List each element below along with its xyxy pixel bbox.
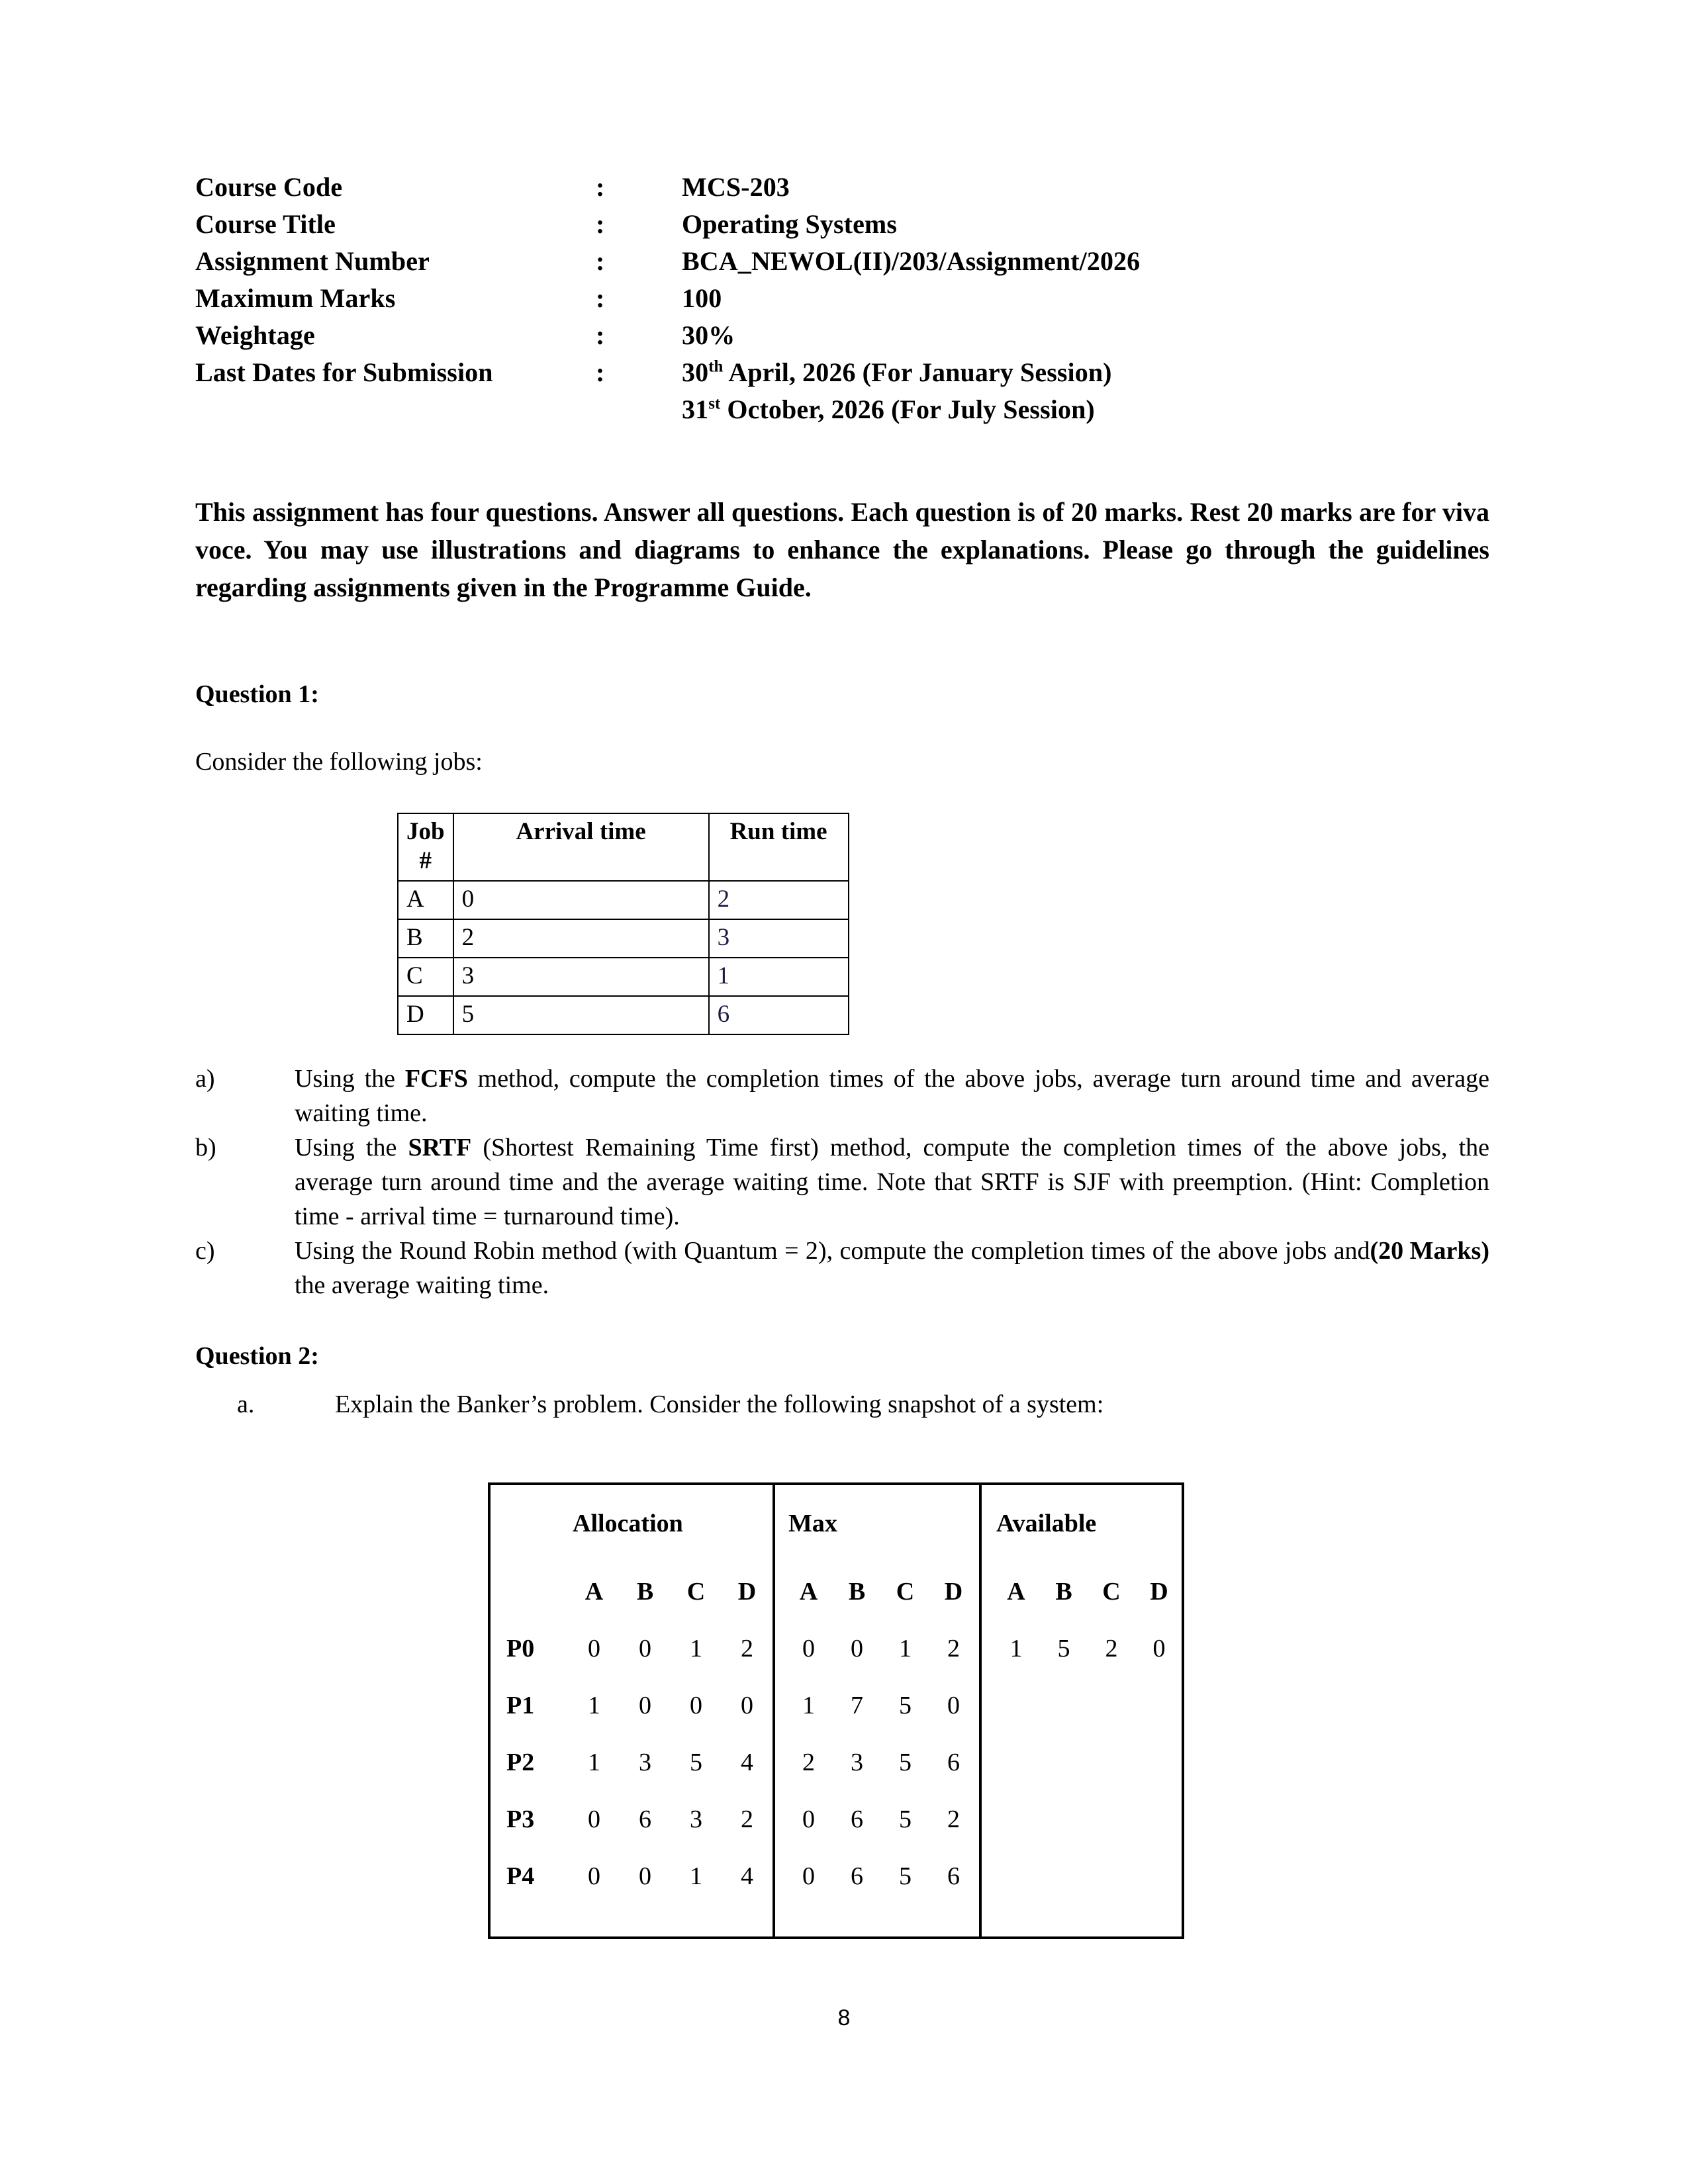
question-1-heading: Question 1: [195, 680, 319, 708]
available-cell: 0 [1152, 1635, 1166, 1662]
meta-value: 30% [682, 320, 735, 350]
page-number: 8 [837, 2005, 851, 2030]
table-header-row [398, 813, 849, 881]
meta-label: Maximum Marks [195, 283, 396, 313]
text-emphasis-fcfs: FCFS [404, 1065, 468, 1093]
alloc-cell: 1 [690, 1862, 702, 1890]
alloc-cell: 4 [741, 1749, 753, 1776]
list-marker-b: b) [195, 1134, 216, 1161]
process-label: P3 [506, 1805, 535, 1833]
resource-header-c: C [1102, 1578, 1121, 1606]
meta-colon: : [596, 246, 605, 276]
bankers-section-allocation [491, 1485, 775, 1936]
column-header-arrival-time: Arrival time [453, 813, 709, 881]
meta-row-weightage [195, 317, 1493, 354]
text-pre: Using the Round Robin method (with Quantum = 2), compute the completion times of the above jobs and the average waiting time. [295, 1237, 1370, 1299]
alloc-cell: 0 [741, 1692, 753, 1719]
date-ordinal-suffix: st [708, 394, 721, 413]
table-row [398, 996, 849, 1034]
max-cell: 0 [802, 1635, 815, 1662]
meta-colon: : [596, 172, 605, 202]
alloc-cell: 0 [588, 1805, 600, 1833]
alloc-cell: 3 [639, 1749, 651, 1776]
cell-job: A [398, 881, 453, 919]
meta-label: Weightage [195, 320, 315, 350]
max-cell: 2 [947, 1635, 960, 1662]
date-ordinal-suffix: th [708, 357, 724, 376]
date-day: 31 [682, 394, 709, 424]
meta-value-date-july [682, 391, 1493, 428]
meta-label: Assignment Number [195, 246, 430, 276]
cell-job: B [398, 919, 453, 958]
text-pre: Using the [295, 1065, 405, 1093]
available-cell: 2 [1105, 1635, 1118, 1662]
resource-header-c: C [896, 1578, 915, 1606]
cell-arrival: 3 [453, 958, 709, 996]
meta-value: 100 [682, 283, 722, 313]
max-cell: 1 [802, 1692, 815, 1719]
column-header-job: Job # [398, 813, 453, 881]
column-header-run-time: Run time [709, 813, 849, 881]
list-item [195, 1130, 1489, 1234]
max-cell: 2 [802, 1749, 815, 1776]
list-item [237, 1387, 1495, 1422]
max-cell: 5 [899, 1749, 912, 1776]
max-cell: 5 [899, 1805, 912, 1833]
table-row [398, 881, 849, 919]
list-text-c [295, 1234, 1489, 1302]
resource-header-d: D [1150, 1578, 1168, 1606]
list-text-a [295, 1062, 1489, 1130]
resource-header-d: D [737, 1578, 757, 1606]
cell-arrival: 0 [453, 881, 709, 919]
cell-job: D [398, 996, 453, 1034]
section-title-max: Max [788, 1510, 837, 1537]
meta-row-last-dates-second [195, 391, 1493, 428]
cell-run: 1 [709, 958, 849, 996]
meta-row-assignment-number [195, 243, 1493, 280]
list-text-b [295, 1130, 1489, 1234]
list-text-a: Explain the Banker’s problem. Consider the following snapshot of a system: [335, 1390, 1104, 1418]
max-grid [784, 1563, 979, 1905]
alloc-cell: 4 [741, 1862, 753, 1890]
table-row [398, 958, 849, 996]
cell-run: 6 [709, 996, 849, 1034]
marks-badge: (20 Marks) [1370, 1237, 1489, 1265]
assignment-instructions: This assignment has four questions. Answer all questions. Each question is of 20 marks. Rest 20 marks are for viva voce. You may use illustrations and diagrams to enhance the explanations. Please go through the guidelines regarding assignments given in the Programme Guide. [195, 497, 1489, 602]
jobs-table-container [397, 813, 849, 1035]
max-cell: 2 [947, 1805, 960, 1833]
max-cell: 0 [802, 1805, 815, 1833]
bankers-snapshot-table [488, 1482, 1184, 1939]
available-cell: 5 [1057, 1635, 1070, 1662]
process-label: P0 [506, 1635, 535, 1662]
meta-colon: : [596, 209, 605, 239]
question-1-lead-text: Consider the following jobs: [195, 748, 483, 776]
bankers-section-available [982, 1485, 1182, 1936]
meta-value-date-january [682, 354, 1493, 391]
text-pre: Using the [295, 1134, 408, 1161]
list-item [195, 1062, 1489, 1130]
alloc-cell: 1 [588, 1749, 600, 1776]
resource-header-a: A [585, 1578, 604, 1606]
process-label: P1 [506, 1692, 535, 1719]
meta-value: MCS-203 [682, 172, 790, 202]
max-cell: 3 [851, 1749, 863, 1776]
cell-arrival: 5 [453, 996, 709, 1034]
max-cell: 1 [899, 1635, 912, 1662]
section-title-available: Available [996, 1510, 1097, 1537]
cell-job: C [398, 958, 453, 996]
meta-label: Course Code [195, 172, 343, 202]
max-cell: 6 [947, 1749, 960, 1776]
text-post: (Shortest Remaining Time first) method, compute the completion times of the above jobs, the average turn around time and the average waiting time. Note that SRTF is SJF with preemption. (Hint: Completion time - arrival time = turnaround time). [295, 1134, 1490, 1230]
meta-colon: : [596, 357, 605, 387]
date-day: 30 [682, 357, 709, 387]
process-label: P2 [506, 1749, 535, 1776]
text-emphasis-srtf: SRTF [408, 1134, 472, 1161]
max-cell: 6 [851, 1805, 863, 1833]
meta-value: Operating Systems [682, 209, 898, 239]
list-item [195, 1234, 1489, 1302]
meta-colon: : [596, 320, 605, 350]
max-cell: 5 [899, 1862, 912, 1890]
assignment-metadata [195, 169, 1493, 428]
allocation-grid [491, 1563, 773, 1905]
cell-run: 3 [709, 919, 849, 958]
meta-row-maximum-marks [195, 280, 1493, 317]
list-marker-a: a) [195, 1065, 215, 1093]
process-label: P4 [506, 1862, 535, 1890]
max-cell: 6 [851, 1862, 863, 1890]
cell-arrival: 2 [453, 919, 709, 958]
max-cell: 0 [851, 1635, 863, 1662]
question-2-heading: Question 2: [195, 1342, 319, 1370]
resource-header-a: A [1007, 1578, 1025, 1606]
alloc-cell: 6 [639, 1805, 651, 1833]
max-cell: 0 [947, 1692, 960, 1719]
resource-header-b: B [848, 1578, 866, 1606]
alloc-cell: 0 [588, 1862, 600, 1890]
meta-row-last-dates [195, 354, 1493, 391]
max-cell: 5 [899, 1692, 912, 1719]
alloc-cell: 2 [741, 1805, 753, 1833]
alloc-cell: 1 [588, 1692, 600, 1719]
jobs-table [397, 813, 849, 1035]
alloc-cell: 0 [588, 1635, 600, 1662]
table-row [398, 919, 849, 958]
resource-header-a: A [799, 1578, 818, 1606]
alloc-cell: 0 [639, 1692, 651, 1719]
alloc-cell: 1 [690, 1635, 702, 1662]
resource-header-b: B [636, 1578, 654, 1606]
alloc-cell: 0 [639, 1635, 651, 1662]
date-rest: October, 2026 (For July Session) [720, 394, 1095, 424]
resource-header-d: D [944, 1578, 963, 1606]
alloc-cell: 2 [741, 1635, 753, 1662]
list-marker-a: a. [237, 1390, 255, 1418]
bankers-section-max [775, 1485, 982, 1936]
meta-label: Last Dates for Submission [195, 357, 493, 387]
max-cell: 0 [802, 1862, 815, 1890]
cell-run: 2 [709, 881, 849, 919]
available-cell: 1 [1009, 1635, 1023, 1662]
meta-value: BCA_NEWOL(II)/203/Assignment/2026 [682, 246, 1141, 276]
meta-label: Course Title [195, 209, 336, 239]
meta-row-course-title [195, 206, 1493, 243]
resource-header-b: B [1055, 1578, 1072, 1606]
resource-header-c: C [686, 1578, 706, 1606]
alloc-cell: 0 [639, 1862, 651, 1890]
section-title-allocation: Allocation [573, 1510, 683, 1537]
question-2-subparts [237, 1387, 1495, 1422]
max-cell: 6 [947, 1862, 960, 1890]
max-cell: 7 [851, 1692, 863, 1719]
alloc-cell: 3 [690, 1805, 702, 1833]
available-grid [992, 1563, 1182, 1677]
meta-colon: : [596, 283, 605, 313]
alloc-cell: 5 [690, 1749, 702, 1776]
text-post: method, compute the completion times of the above jobs, average turn around time and average waiting time. [295, 1065, 1489, 1127]
question-1-subparts [195, 1062, 1489, 1302]
list-marker-c: c) [195, 1237, 215, 1265]
alloc-cell: 0 [690, 1692, 702, 1719]
meta-row-course-code [195, 169, 1493, 206]
date-rest: April, 2026 (For January Session) [723, 357, 1112, 387]
